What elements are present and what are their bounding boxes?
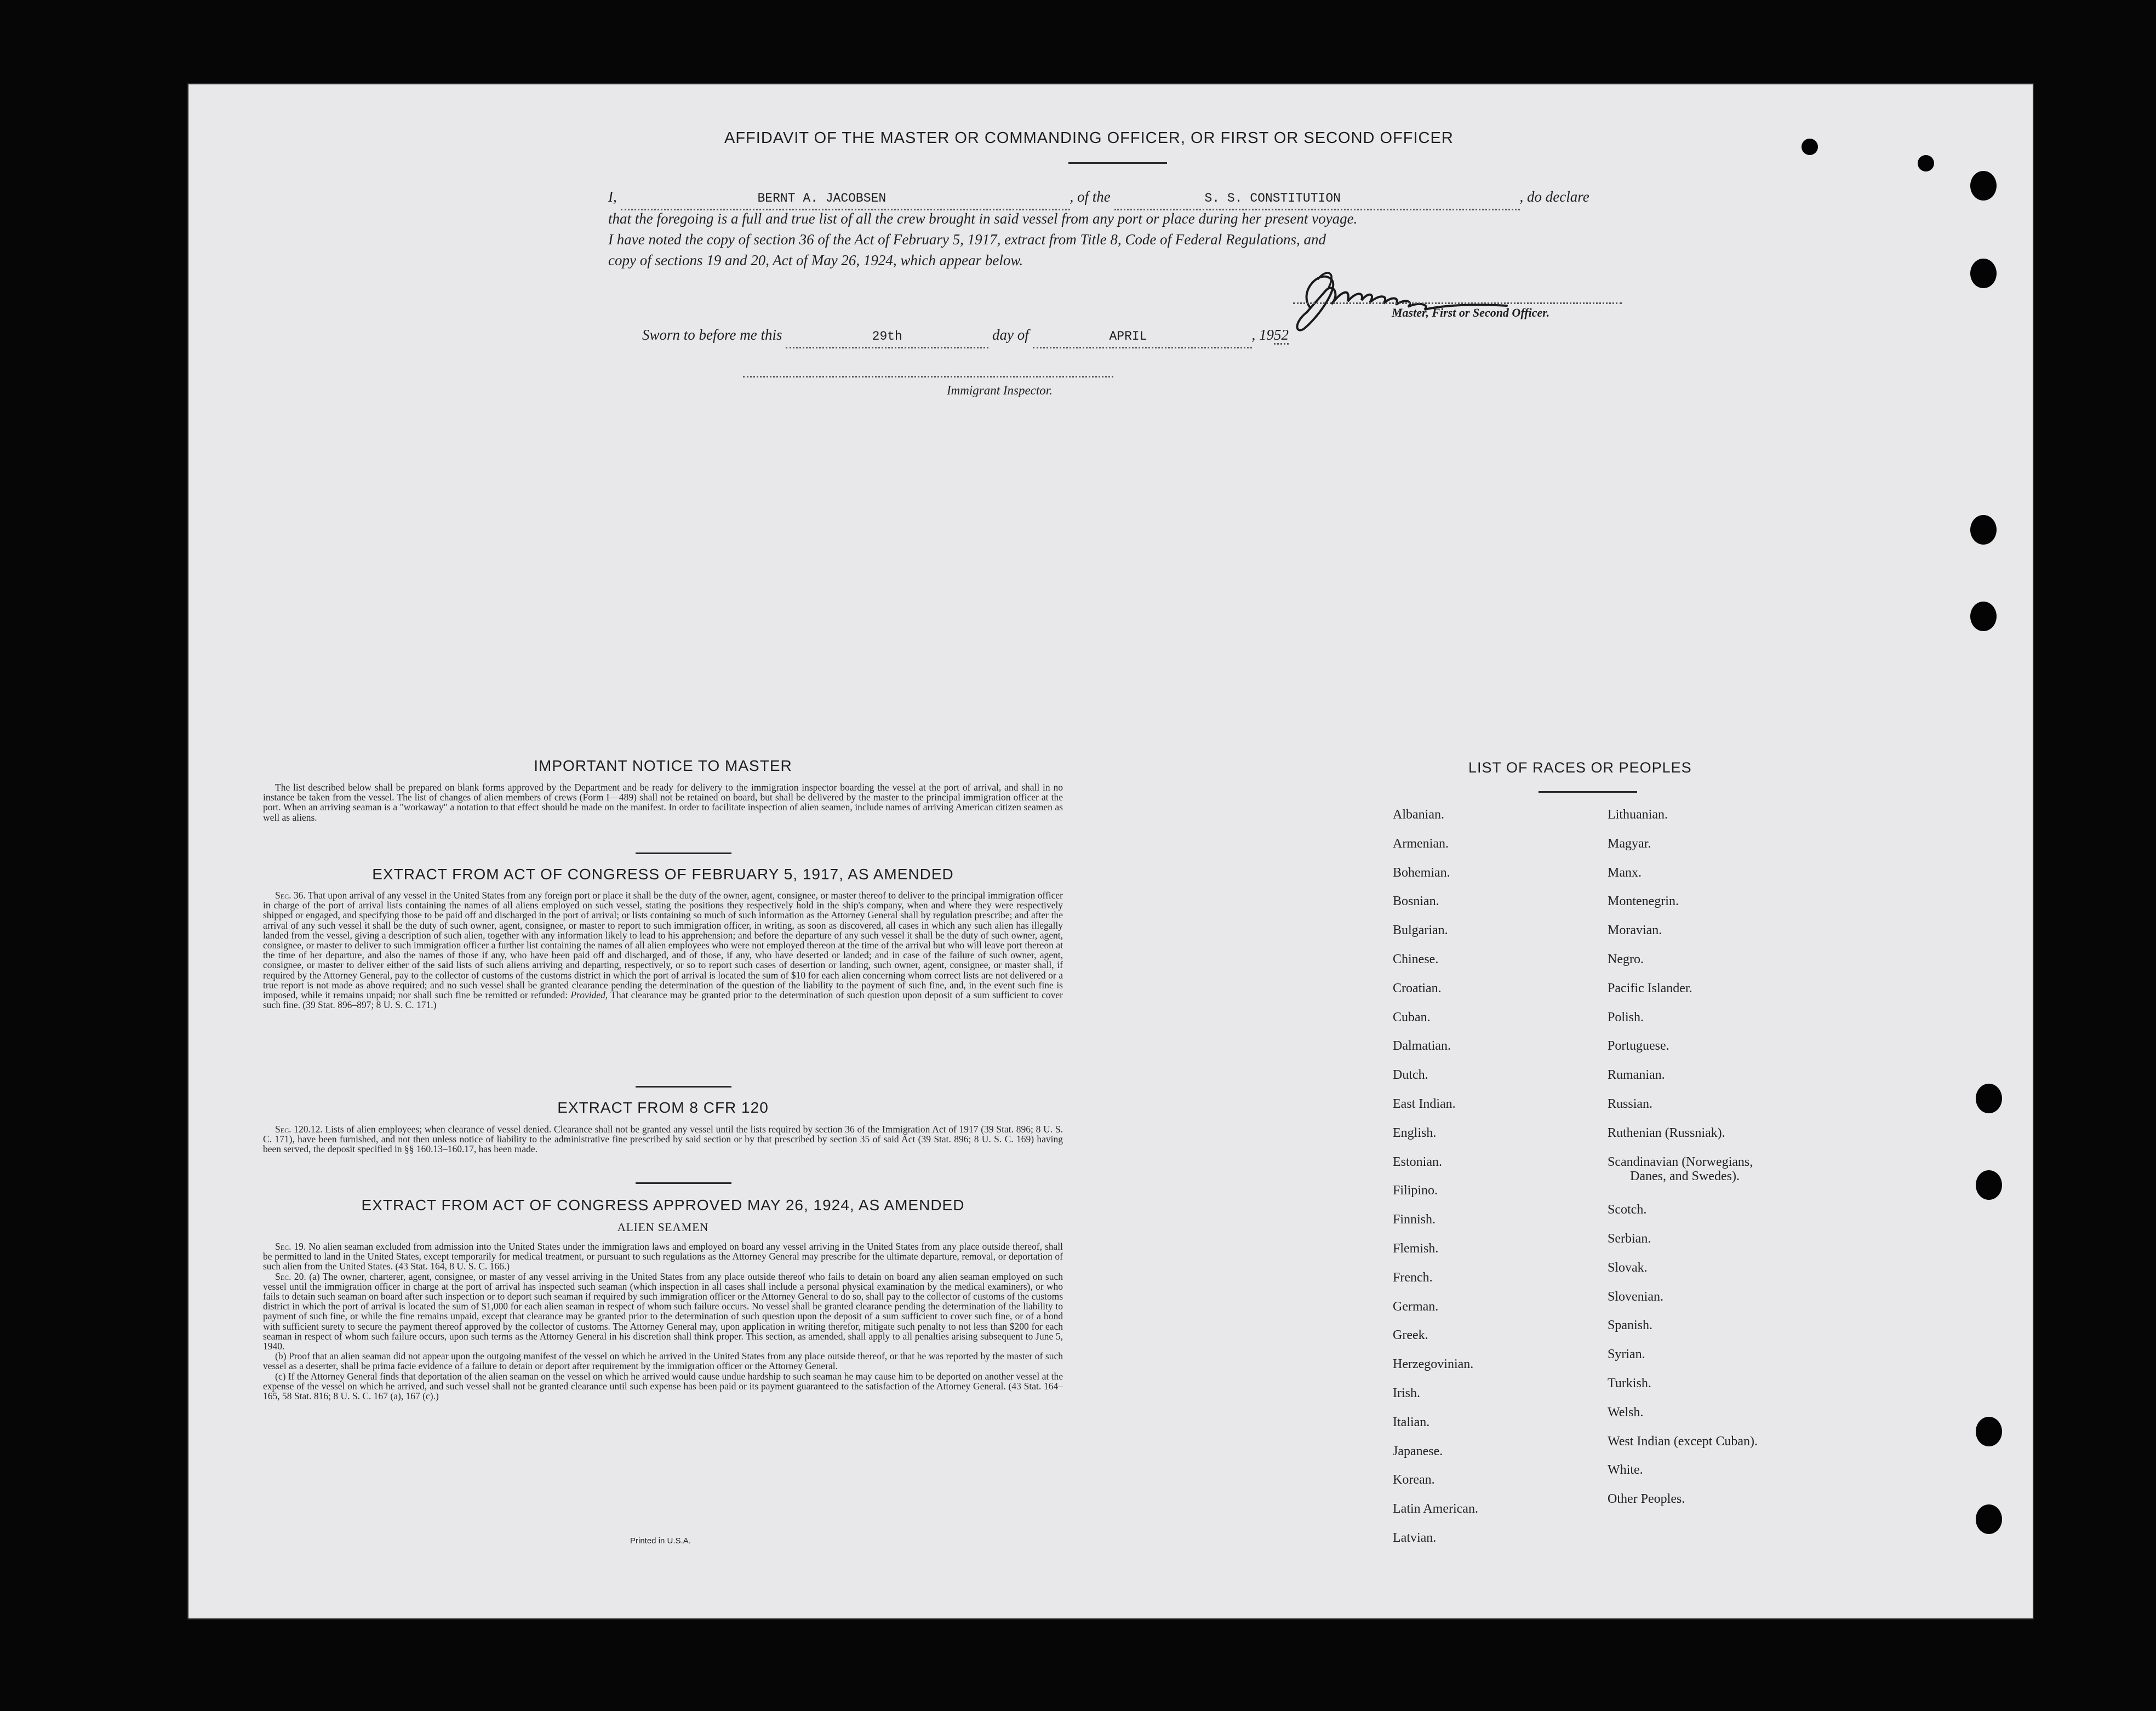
divider [636,852,731,854]
race-item: Manx. [1608,865,1642,880]
race-item: Armenian. [1393,836,1449,851]
race-item: Syrian. [1608,1347,1645,1362]
race-item: English. [1393,1125,1437,1140]
race-item: Danes, and Swedes). [1630,1169,1740,1184]
master-signature [1288,257,1562,345]
divider [636,1182,731,1184]
race-item: Slovak. [1608,1260,1648,1275]
race-item: German. [1393,1299,1439,1314]
printed-in-usa: Printed in U.S.A. [630,1536,691,1546]
sworn-line [642,324,1289,348]
race-item: Portuguese. [1608,1039,1669,1054]
race-item: Italian. [1393,1415,1430,1429]
punch-hole [1976,1084,2002,1113]
signature-caption: Master, First or Second Officer. [1392,306,1550,319]
sec-36-text-end: That clearance may be granted prior to the determination of such question upon deposit of a sum sufficient to cover such fine. (39 Stat. 896–897; 8 U. S. C. 171.) [263,989,1063,1011]
sec-36-label: Sec. 36. [275,890,306,901]
sworn-label: Sworn to before me this [642,327,782,343]
sec-20a-text: (a) The owner, charterer, agent, consignee, or master of any vessel arriving in the United States from any place outside thereof who fails to detain on board any alien seaman employed on such vessel until the immigration officer in charge at the port of arrival has inspected such seaman (which inspection in all cases shall include a personal physical examination by the medical examiners), or who fails to detain such seaman on board after such inspection or to deport such seaman if required by such immigration officer or the Attorney General to do so, shall pay to the collector of customs of the customs district in which the port of arrival is located the sum of $1,000 for each alien seaman in respect of whom such failure occurs. No vessel shall be granted clearance pending the determination of the liability to payment of such fine, or while the fine remains unpaid, except that clearance may be granted prior to the determination of such question upon the deposit of a sum sufficient to cover such fine, or of a bond with sufficient surety to secure the payment thereof approved by the collector of customs. The Attorney General may, upon application in writing therefor, mitigate such penalty to not less than $200 for each seaman in respect of whom such failure occurs, upon such terms as the Attorney General in his discretion shall think proper. This section, as amended, shall apply to all penalties arising subsequent to June 5, 1940. [263,1271,1063,1352]
race-item: Negro. [1608,952,1644,966]
race-item: Finnish. [1393,1212,1436,1227]
sec-36-text: That upon arrival of any vessel in the United States from any foreign port or place it shall be the duty of the owner, agent, consignee, or master thereof to deliver to the principal immigration officer in charge of the port of arrival lists containing the names of all aliens employed on such vessel, stating the positions they respectively hold in the ship's company, when and where they were respectively shipped or engaged, and specifying those to be paid off and discharged in the port of arrival; or lists containing so much of such information as the Attorney General shall by regulation prescribe; and after the arrival of any such vessel it shall be the duty of such owner, agent, consignee, or master to report to such immigration officer, in writing, as soon as discovered, all cases in which any such alien has illegally landed from the vessel, giving a description of such alien, together with any information likely to lead to his apprehension; and before the departure of any such vessel it shall be the duty of such owner, agent, consignee, or master to deliver to such immigration officer a further list containing the names of all alien employees who were not employed thereon at the time of the arrival but who will leave port thereon at the time of her departure, and also the names of those if any, who have been paid off and discharged, and of those, if any, who have deserted or landed; and in case of the failure of such owner, agent, consignee, or master to deliver either of the said lists of such aliens arriving and departing, respectively, or so to report such cases of desertion or landing, such owner, agent, consignee, or master shall, if required by the Attorney General, pay to the collector of customs of the customs district in which the port of arrival is located the sum of $10 for each alien concerning whom correct lists are not delivered or a true report is not made as above required; and no such vessel shall be granted clearance pending the determination of the question of the liability to the payment of such fine, and, in the event such fine is imposed, while it remains unpaid; nor shall such fine be remitted or refunded: [263,890,1063,1001]
race-item: Serbian. [1608,1232,1651,1246]
punch-hole [1970,602,1997,631]
race-item: Korean. [1393,1473,1435,1487]
master-name: BERNT A. JACOBSEN [757,191,887,205]
race-item: Flemish. [1393,1241,1439,1256]
punch-hole [1976,1504,2002,1534]
race-item: Polish. [1608,1010,1644,1025]
race-item: Filipino. [1393,1183,1438,1198]
provided-label: Provided, [570,989,608,1001]
extract-1917-title: EXTRACT FROM ACT OF CONGRESS OF FEBRUARY 5, 1917, AS AMENDED [372,866,954,883]
race-item: Rumanian. [1608,1068,1665,1083]
race-item: Albanian. [1393,808,1444,822]
race-item: Bosnian. [1393,894,1439,909]
punch-hole [1970,515,1997,545]
race-item: Montenegrin. [1608,894,1679,909]
declaration-line-2: that the foregoing is a full and true list of all the crew brought in said vessel from any port or place during her present voyage. [608,210,1358,227]
extract-1924-title: EXTRACT FROM ACT OF CONGRESS APPROVED MAY 26, 1924, AS AMENDED [361,1197,965,1214]
punch-hole [1918,155,1934,171]
race-item: Croatian. [1393,981,1442,995]
sec-19-label: Sec. 19. [275,1241,306,1252]
race-item: Herzegovinian. [1393,1357,1474,1372]
race-item: Welsh. [1608,1405,1644,1420]
sworn-day: 29th [872,329,902,344]
punch-hole [1970,171,1997,201]
vessel-name: S. S. CONSTITUTION [1204,191,1341,205]
do-declare-label: , do declare [1519,188,1589,205]
race-item: Dutch. [1393,1068,1428,1083]
extract-cfr-title: EXTRACT FROM 8 CFR 120 [557,1099,769,1116]
extract-1917-body [263,890,1063,1010]
sec-120-text: Lists of alien employees; when clearance of vessel denied. Clearance shall not be granted any vessel until the lists required by section 36 of the Immigration Act of 1917 (39 Stat. 896; 8 U. S. C. 171), have been furnished, and not then unless notice of liability to the administrative fine prescribed by said section or by that prescribed by section 35 of said Act (39 Stat. 896; 8 U. S. C. 169) having been served, the deposit specified in §§ 160.13–160.17, has been made. [263,1124,1063,1155]
affidavit-title: AFFIDAVIT OF THE MASTER OR COMMANDING OFFICER, OR FIRST OR SECOND OFFICER [724,129,1454,147]
divider [1068,162,1167,164]
sec-120-label: Sec. 120.12. [275,1124,323,1135]
race-item: Pacific Islander. [1608,981,1692,995]
race-item: Turkish. [1608,1376,1651,1390]
race-item: Latvian. [1393,1531,1437,1545]
race-item: Other Peoples. [1608,1492,1685,1507]
races-title: LIST OF RACES OR PEOPLES [1468,759,1692,776]
race-item: Moravian. [1608,923,1662,938]
of-the-label: , of the [1070,188,1111,205]
extract-1924-body [263,1241,1063,1401]
race-item: Scandinavian (Norwegians, [1608,1154,1753,1169]
race-item: East Indian. [1393,1097,1456,1111]
declaration-line-4: copy of sections 19 and 20, Act of May 26, 1924, which appear below. [608,252,1023,268]
race-item: Estonian. [1393,1154,1442,1169]
sec-20-label: Sec. 20. [275,1271,306,1282]
race-item: Magyar. [1608,836,1651,851]
race-item: Bohemian. [1393,865,1450,880]
race-item: Chinese. [1393,952,1439,966]
race-item: Dalmatian. [1393,1039,1451,1054]
race-item: Greek. [1393,1328,1428,1343]
punch-hole [1802,139,1818,155]
punch-hole [1976,1170,2002,1200]
race-item: Russian. [1608,1097,1653,1111]
declaration-line-3: I have noted the copy of section 36 of the Act of February 5, 1917, extract from Title 8, Code of Federal Regulations, and [608,231,1326,248]
race-item: West Indian (except Cuban). [1608,1434,1758,1449]
day-of-label: day of [992,327,1029,343]
sec-20b-text: (b) Proof that an alien seaman did not appear upon the outgoing manifest of the vessel on which he arrived in the United States from any place outside thereof, or that he was reported by the master of such vessel as a deserter, shall be prima facie evidence of a failure to detain or deport after requirement by the immigration officer or the Attorney General. [263,1351,1063,1372]
sworn-year: 52 [1274,327,1289,345]
race-item: Slovenian. [1608,1289,1663,1304]
divider [1539,791,1637,793]
inspector-signature-line [743,376,1113,377]
extract-cfr-body [263,1124,1063,1154]
notice-title: IMPORTANT NOTICE TO MASTER [534,757,792,774]
race-item: Latin American. [1393,1502,1478,1517]
punch-hole [1970,259,1997,288]
divider [636,1086,731,1088]
race-item: Lithuanian. [1608,808,1668,822]
notice-body [263,782,1063,822]
race-item: White. [1608,1463,1643,1478]
race-item: Irish. [1393,1386,1420,1400]
race-item: Japanese. [1393,1444,1443,1458]
inspector-caption: Immigrant Inspector. [947,384,1053,397]
punch-hole [1976,1417,2002,1446]
race-item: Cuban. [1393,1010,1431,1025]
race-item: Scotch. [1608,1203,1647,1217]
notice-text: The list described below shall be prepared on blank forms approved by the Department and be ready for delivery to the immigration inspector boarding the vessel at the port of arrival, and shall in no instance be taken from the vessel. The list of changes of alien members of crews (Form I—489) shall not be retained on board, but shall be delivered by the master to the principal immigration officer at the port. When an arriving seaman is a "workaway" a notation to that effect should be made on the manifest. In order to facilitate inspection of alien seamen, include names of arriving American citizen seamen as well as aliens. [263,782,1063,823]
race-item: Spanish. [1608,1318,1653,1333]
declaration-line-1 [608,186,1589,210]
race-item: Ruthenian (Russniak). [1608,1125,1725,1140]
sec-19-text: No alien seaman excluded from admission into the United States under the immigration laws and employed on board any vessel arriving in the United States from any place outside thereof, shall be permitted to land in the United States, except temporarily for medical treatment, or pursuant to such regulations as the Attorney General may prescribe for the ultimate departure, removal, or deportation of such alien from the United States. (43 Stat. 164, 8 U. S. C. 166.) [263,1241,1063,1272]
race-item: Bulgarian. [1393,923,1448,938]
year-prefix: , 19 [1251,327,1274,343]
i-label: I, [608,188,617,205]
race-item: French. [1393,1270,1433,1285]
sec-20c-text: (c) If the Attorney General finds that deportation of the alien seaman on the vessel on which he arrived would cause undue hardship to such seaman he may cause him to be deported on another vessel at the expense of the vessel on which he arrived, and such vessel shall not be granted clearance until such expense has been paid or its payment guaranteed to the satisfaction of the Attorney General. (43 Stat. 164–165, 58 Stat. 816; 8 U. S. C. 167 (a), 167 (c).) [263,1370,1063,1402]
sworn-month: APRIL [1109,329,1147,344]
alien-seamen-subtitle: ALIEN SEAMEN [617,1221,709,1234]
